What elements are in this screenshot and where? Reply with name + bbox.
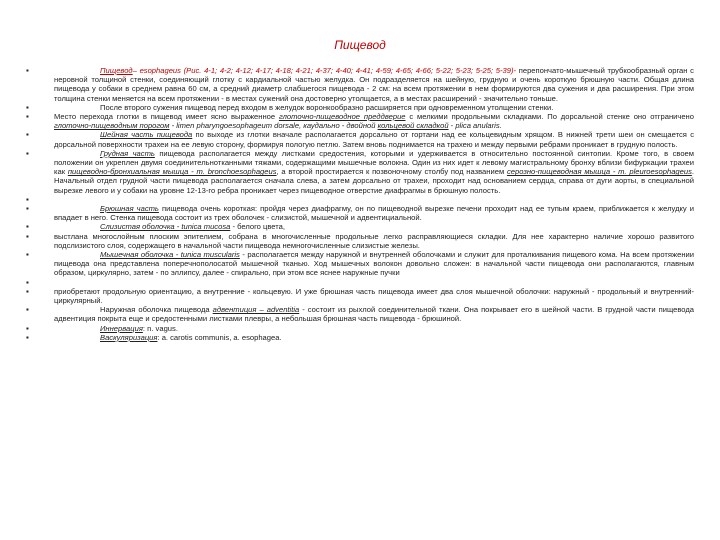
list-item-empty (26, 195, 694, 204)
list-item (26, 305, 694, 323)
bullet-icon: ▪ (26, 148, 29, 158)
list-item (26, 222, 694, 231)
paragraph-text: , а второй простирается к позвоночному столбу под названием (276, 167, 507, 177)
paragraph-text: выстлана многослойным плоским эпителием, собрана в многочисленные продольные легко расправляющиеся складки. Для нее характерно наличие хорошо развитого подслизистого слоя, содержащего в начальной части пищевода немногочисленные слизистые железы. (54, 231, 694, 250)
term-text: Иннервация (100, 323, 143, 333)
bullet-icon: ▪ (26, 194, 29, 204)
term-text: Грудная часть (100, 148, 155, 158)
term-text: глоточно-пищеводное преддверие (278, 112, 406, 122)
term-text: Мышечная оболочка - tunica muscularis (100, 250, 240, 260)
bullet-icon: ▪ (26, 305, 29, 315)
paragraph-text: Место перехода глотки в пищевод имеет ясно выраженное (54, 112, 279, 122)
bullet-icon: ▪ (26, 332, 29, 342)
term-text: кольцевой складкой (377, 121, 449, 131)
list-item (26, 232, 694, 250)
paragraph-text: - состоит из рыхлой соединительной ткани. Она покрывает его в шейной части. В грудной части пищевода адвентиция покрыта еще и средостенными листками плевры, а небольшая брюшная часть пищевода - брюшиной. (54, 305, 694, 324)
paragraph-text: перепончато-мышечный трубкообразный орган с неровной толщиной стенки, соединяющий глотку с кардиальной частью желудка. Он подразделяется на шейную, грудную и очень короткую брюшную части. Общая длина пищевода у собаки в среднем равна 60 см, а средний диаметр слабшегося пищевода - 2 см: на всем протяжении в нем формируются два сужения и два расширения. При этом толщина стенки меняется на всем протяжении - в местах сужений она достоверно утолщается, а в местах расширений - значительно тоньше. (54, 66, 694, 103)
bullet-icon: ▪ (26, 102, 29, 112)
term-link[interactable]: Пищевод (100, 66, 133, 75)
list-item (26, 287, 694, 305)
figure-refs: – esophageus (Рис. 4-1; 4-2; 4-12; 4-17; 4-18; 4-21; 4-37; 4-40; 4-41; 4-59; 4-65; 4-66; 5-22; 5-23; 5-25; 5-39)- (132, 66, 517, 75)
bullet-icon: ▪ (26, 250, 29, 260)
term-text: plica anularis. (455, 121, 502, 131)
term-text: Брюшная часть (100, 204, 159, 214)
list-item-empty (26, 278, 694, 287)
paragraph-text: Наружная оболочка пищевода (100, 305, 213, 315)
paragraph-text: : a. carotis communis, a. esophagea. (157, 332, 282, 342)
bullet-icon: ▪ (26, 323, 29, 333)
paragraph-text: После второго сужения пищевод перед входом в желудок воронкообразно расширяется при одновременном утолщении стенки. (100, 102, 554, 112)
term-text: Шейная часть пищевода (100, 130, 193, 140)
paragraph-text: по выходе из глотки вначале располагается дорсально от гортани над ее кольцевидным хрящом. В нижней трети шеи он смещается с дорсальной поверхности трахеи на ее левую сторону, формируя пологую петлю. Затем вновь поднимается на трахею и между первыми ребрами проникает в грудную полость. (54, 130, 694, 149)
bullet-icon: ▪ (26, 204, 29, 214)
bullet-icon: ▪ (26, 130, 29, 140)
bullet-icon: ▪ (26, 231, 29, 241)
term-text: Слизистая оболочка - tunica mucosa (100, 222, 231, 232)
term-text: серозно-пищеводная мышца - m. pleuroesophageus (506, 167, 692, 177)
bullet-icon: ▪ (26, 66, 29, 75)
term-text: глоточно-пищеводным порогом (54, 121, 170, 131)
paragraph-text: приобретают продольную ориентацию, а внутренние - кольцевую. И уже брюшная часть пищевода имеет два слоя мышечной оболочки: наружный - продольный и внутренний- циркулярный. (54, 286, 694, 306)
bullet-icon: ▪ (26, 222, 29, 232)
term-text: Васкуляризация (100, 332, 158, 342)
bullet-icon: ▪ (26, 286, 29, 296)
paragraph-text: с мелкими продольными складками. По дорсальной стенке оно отграничено (405, 112, 694, 122)
paragraph-text: - белого цвета, (230, 222, 285, 232)
bullet-icon: ▪ (26, 112, 29, 122)
list-item (26, 333, 694, 342)
bullet-icon: ▪ (26, 277, 29, 287)
term-text: адвентиция – adventitia (212, 305, 300, 315)
list-item (26, 66, 694, 103)
list-item (26, 250, 694, 278)
page-title: Пищевод (334, 38, 386, 52)
bullet-list (26, 66, 694, 342)
paragraph-text: пищевода очень короткая: пройдя через диафрагму, он по пищеводной вырезке печени проходит над ее тупым краем, приближается к желудку и впадает в него. Стенка пищевода состоит из трех оболочек - слизистой, мышечной и адвентициальной. (54, 204, 694, 223)
list-item (26, 112, 694, 130)
list-item (26, 204, 694, 222)
paragraph-text: - (448, 121, 456, 131)
list-item (26, 130, 694, 148)
paragraph-text: : n. vagus. (142, 323, 178, 333)
paragraph-text: . Начальный отдел грудной части пищевода располагается сначала слева, а затем дорсально от трахеи, проходит над основанием сердца, справа от дуги аорты, в специальной вырезке левого и у собаки на уровне 12-13-го ребра проникает через пищеводное отверстие диафрагмы в брюшную полость. (54, 167, 695, 195)
paragraph-text: - limen pharyngoesophageum dorsale, каудально - двойной (169, 121, 378, 131)
paragraph-text: пищевода располагается между листками средостения, которыми и удерживается в относительно постоянной синтопии. Кроме того, в своем положении он укреплен двумя соединительнотканными тяжами, содержащими мышечные волокна. Один из них идет к левому магистральному бронху вблизи бифуркации трахеи как (54, 148, 694, 177)
term-text: пищеводно-бронхиальная мышца - m. bronchoesophageus (67, 167, 277, 177)
list-item (26, 149, 694, 195)
paragraph-text: - располагается между наружной и внутренней оболочками и служит для проталкивания пищевого кома. На всем протяжении пищевода она представлена поперечнополосатой мышечной тканью. Ход мышечных волокон довольно сложен: в начальной части пищевода они располагаются, главным образом, циркулярно, затем - по эллипсу, далее - спирально, при этом все яснее наружные пучки (54, 250, 694, 278)
list-item (26, 103, 694, 112)
list-item (26, 324, 694, 333)
